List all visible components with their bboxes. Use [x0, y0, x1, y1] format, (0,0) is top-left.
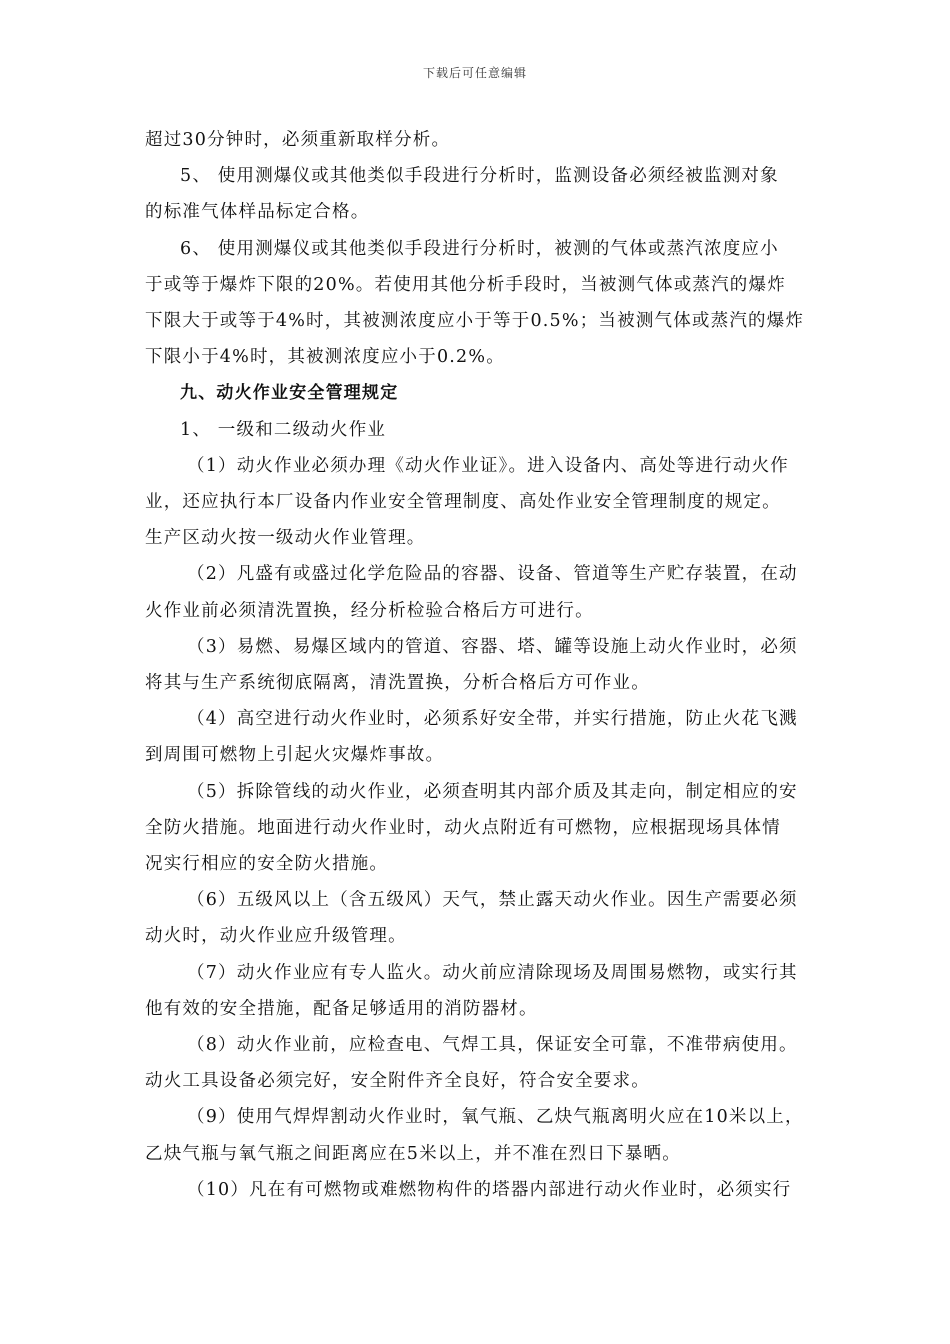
text-line: 乙炔气瓶与氧气瓶之间距离应在5米以上，并不准在烈日下暴晒。: [145, 1143, 681, 1164]
text-line: （10）凡在有可燃物或难燃物构件的塔器内部进行动火作业时，必须实行: [187, 1179, 792, 1200]
text-line: 将其与生产系统彻底隔离，清洗置换，分析合格后方可作业。: [145, 673, 650, 694]
page-header: 下载后可任意编辑: [422, 66, 527, 80]
text-line: 的标准气体样品标定合格。: [145, 202, 370, 223]
document-body: [145, 122, 807, 1208]
text-line: （5）拆除管线的动火作业，必须查明其内部介质及其走向，制定相应的安: [187, 781, 798, 802]
text-line: （6）五级风以上（含五级风）天气，禁止露天动火作业。因生产需要必须: [187, 890, 798, 911]
text-line: 火作业前必须清洗置换，经分析检验合格后方可进行。: [145, 600, 594, 621]
text-line: 全防火措施。地面进行动火作业时，动火点附近有可燃物，应根据现场具体情: [145, 817, 781, 838]
text-line: 生产区动火按一级动火作业管理。: [145, 528, 426, 549]
section-heading: 九、动火作业安全管理规定: [180, 383, 399, 404]
text-line: 5、 使用测爆仪或其他类似手段进行分析时，监测设备必须经被监测对象: [180, 166, 779, 187]
text-line: 业，还应执行本厂设备内作业安全管理制度、高处作业安全管理制度的规定。: [145, 492, 781, 513]
text-line: 动火时，动火作业应升级管理。: [145, 926, 407, 947]
text-line: 于或等于爆炸下限的20%。若使用其他分析手段时，当被测气体或蒸汽的爆炸: [145, 274, 786, 295]
text-line: （9）使用气焊焊割动火作业时，氧气瓶、乙炔气瓶离明火应在10米以上，: [187, 1107, 804, 1128]
text-line: （3）易燃、易爆区域内的管道、容器、塔、罐等设施上动火作业时，必须: [187, 636, 798, 657]
text-line: 他有效的安全措施，配备足够适用的消防器材。: [145, 998, 538, 1019]
text-line: （1）动火作业必须办理《动火作业证》。进入设备内、高处等进行动火作: [187, 455, 789, 476]
text-line: 况实行相应的安全防火措施。: [145, 854, 389, 875]
text-line: 下限大于或等于4%时，其被测浓度应小于等于0.5%；当被测气体或蒸汽的爆炸: [145, 311, 805, 332]
text-line: 动火工具设备必须完好，安全附件齐全良好，符合安全要求。: [145, 1071, 650, 1092]
text-line: （7）动火作业应有专人监火。动火前应清除现场及周围易燃物，或实行其: [187, 962, 798, 983]
text-line: 超过30分钟时，必须重新取样分析。: [145, 130, 451, 150]
subsection-heading: 1、 一级和二级动火作业: [180, 419, 387, 440]
text-line: （4）高空进行动火作业时，必须系好安全带，并实行措施，防止火花飞溅: [187, 709, 798, 730]
text-line: （2）凡盛有或盛过化学危险品的容器、设备、管道等生产贮存装置，在动: [187, 564, 798, 585]
text-line: 6、 使用测爆仪或其他类似手段进行分析时，被测的气体或蒸汽浓度应小: [180, 238, 779, 259]
text-line: 下限小于4%时，其被测浓度应小于0.2%。: [145, 347, 505, 368]
text-line: （8）动火作业前，应检查电、气焊工具，保证安全可靠，不准带病使用。: [187, 1035, 798, 1056]
text-line: 到周围可燃物上引起火灾爆炸事故。: [145, 745, 445, 766]
